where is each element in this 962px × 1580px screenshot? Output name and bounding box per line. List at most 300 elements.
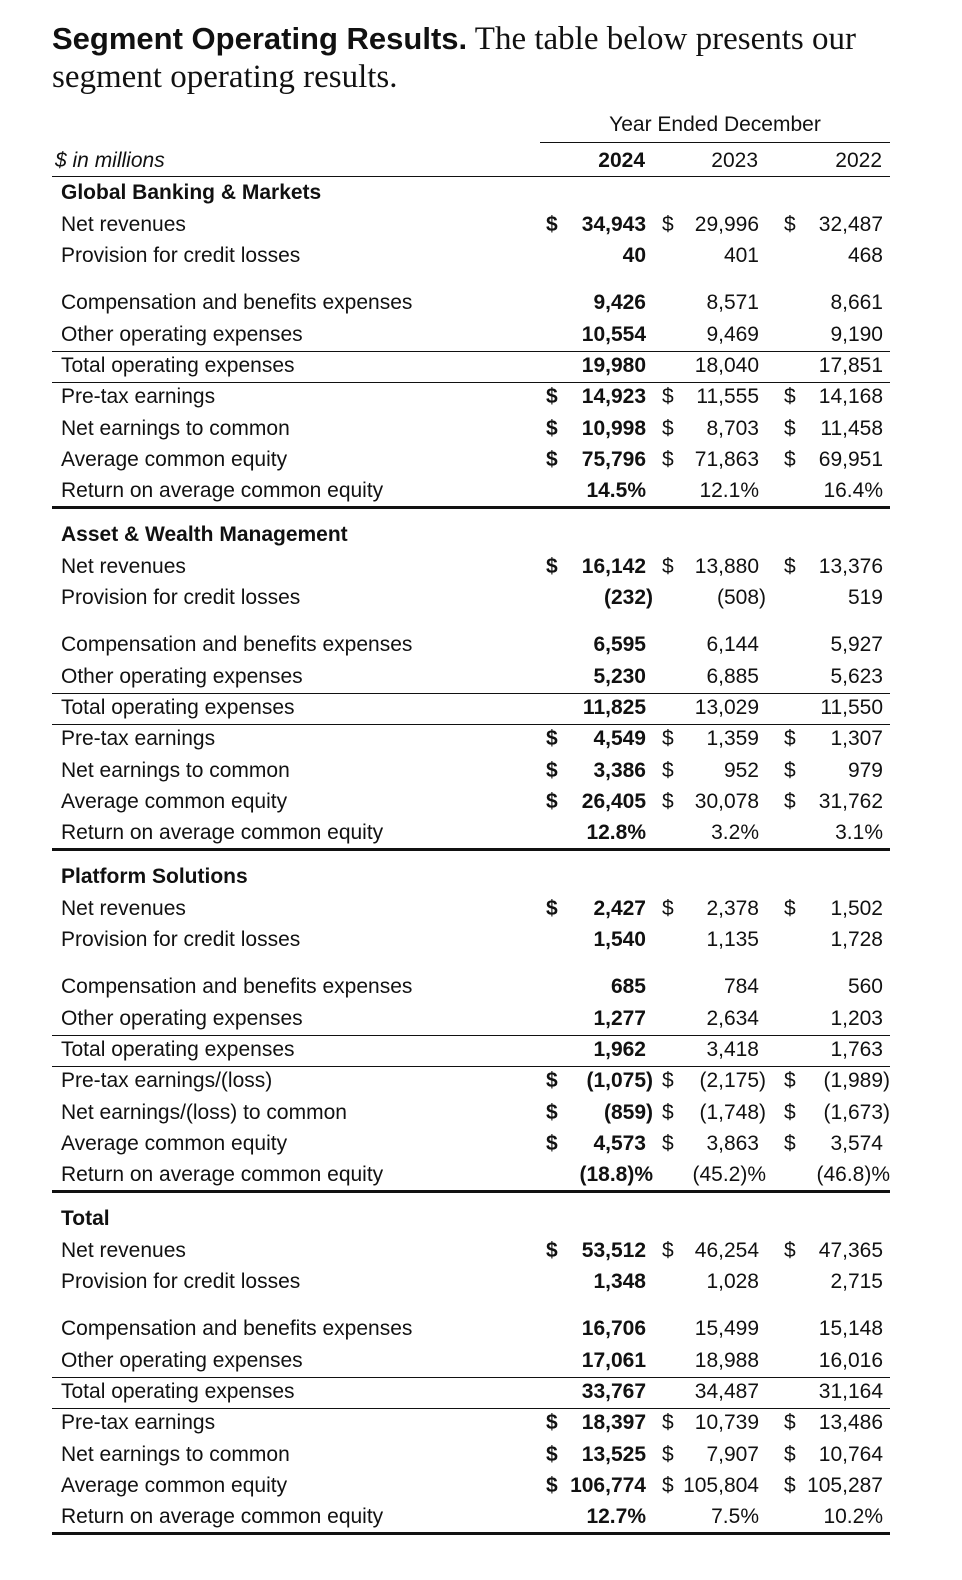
value-cell-2022 [784, 1345, 883, 1376]
table-row-asset-and-wealth-management-other-operating-expenses [0, 661, 962, 692]
section-end-rule [52, 848, 890, 851]
currency-symbol: $ [662, 790, 674, 813]
cell-value: 53,512 [581, 1239, 646, 1262]
row-label: Total operating expenses [61, 354, 295, 377]
row-label: Other operating expenses [61, 665, 303, 688]
section-end-rule [52, 1532, 890, 1535]
table-row-asset-and-wealth-management-compensation-and-benefits-expenses [0, 629, 962, 660]
cell-value: 10,739 [694, 1411, 759, 1434]
value-cell-2023 [662, 1235, 759, 1266]
table-row-asset-and-wealth-management-net-revenues [0, 551, 962, 582]
cell-value: 3.1% [835, 821, 883, 844]
value-cell-2023 [662, 1003, 759, 1034]
value-cell-2022 [784, 475, 883, 506]
row-label: Other operating expenses [61, 323, 303, 346]
table-row-global-banking-and-markets-provision-for-credit-losses [0, 240, 962, 271]
cell-value: 10,998 [581, 417, 646, 440]
value-cell-2022 [784, 240, 883, 271]
value-cell-2024 [546, 413, 646, 444]
currency-symbol: $ [784, 1101, 796, 1124]
cell-value: 47,365 [818, 1239, 883, 1262]
value-cell-2024 [546, 1065, 653, 1096]
value-cell-2023 [662, 755, 759, 786]
cell-value: 29,996 [694, 213, 759, 236]
cell-value: 32,487 [818, 213, 883, 236]
table-row-total-pre-tax-earnings [0, 1407, 962, 1438]
cell-value: 7,907 [706, 1443, 759, 1466]
row-label: Return on average common equity [61, 1505, 384, 1528]
cell-value: (1,673) [823, 1101, 890, 1124]
value-cell-2023 [662, 661, 759, 692]
table-row-platform-solutions-pre-tax-earnings-loss [0, 1065, 962, 1096]
table-row-total-average-common-equity [0, 1470, 962, 1501]
value-cell-2022 [784, 1313, 883, 1344]
row-label: Net revenues [61, 897, 186, 920]
row-label: Pre-tax earnings [61, 1411, 216, 1434]
value-cell-2023 [662, 1439, 759, 1470]
cell-value: 16,142 [581, 555, 646, 578]
cell-value: 14,923 [581, 385, 646, 408]
value-cell-2024 [546, 287, 646, 318]
cell-value: 17,851 [818, 354, 883, 377]
value-cell-2023 [662, 1470, 759, 1501]
cell-value: 9,426 [593, 291, 646, 314]
value-cell-2024 [546, 1159, 653, 1190]
cell-value: 18,988 [694, 1349, 759, 1372]
row-label: Return on average common equity [61, 479, 384, 502]
cell-value: 11,825 [582, 696, 646, 719]
currency-symbol: $ [546, 1069, 558, 1092]
cell-value: 9,469 [706, 323, 759, 346]
cell-value: 31,164 [818, 1380, 883, 1403]
cell-value: 10,764 [818, 1443, 883, 1466]
table-row-asset-and-wealth-management-average-common-equity [0, 786, 962, 817]
cell-value: (1,989) [823, 1069, 890, 1092]
value-cell-2022 [784, 209, 883, 240]
cell-value: 7.5% [711, 1505, 759, 1528]
currency-symbol: $ [784, 417, 796, 440]
currency-symbol: $ [662, 1101, 674, 1124]
value-cell-2023 [662, 1128, 759, 1159]
value-cell-2023 [662, 381, 759, 412]
year-header-2022: 2022 [835, 149, 882, 172]
section-title-label: Platform Solutions [61, 865, 248, 888]
value-cell-2024 [546, 381, 646, 412]
cell-value: 40 [622, 244, 646, 267]
currency-symbol: $ [662, 1411, 674, 1434]
row-label: Average common equity [61, 1132, 288, 1155]
table-row-platform-solutions-return-on-average-common-equity [0, 1159, 962, 1190]
value-cell-2023 [662, 723, 759, 754]
value-cell-2024 [546, 924, 646, 955]
section-title-total [0, 1203, 962, 1234]
value-cell-2023 [662, 786, 759, 817]
cell-value: 5,927 [830, 633, 883, 656]
row-label: Pre-tax earnings [61, 385, 216, 408]
value-cell-2023 [662, 350, 759, 381]
value-cell-2023 [662, 551, 759, 582]
value-cell-2023 [662, 240, 759, 271]
cell-value: 15,148 [818, 1317, 883, 1340]
table-row-asset-and-wealth-management-net-earnings-to-common [0, 755, 962, 786]
value-cell-2022 [784, 1003, 883, 1034]
currency-symbol: $ [662, 555, 674, 578]
currency-symbol: $ [546, 727, 558, 750]
period-header-rule [540, 142, 890, 143]
table-row-global-banking-and-markets-net-earnings-to-common [0, 413, 962, 444]
cell-value: 519 [847, 586, 883, 609]
value-cell-2023 [662, 1376, 759, 1407]
row-label: Average common equity [61, 448, 288, 471]
currency-symbol: $ [662, 1239, 674, 1262]
currency-symbol: $ [784, 1132, 796, 1155]
cell-value: 16,706 [581, 1317, 646, 1340]
cell-value: (508) [716, 586, 766, 609]
currency-symbol: $ [546, 417, 558, 440]
row-label: Compensation and benefits expenses [61, 633, 413, 656]
value-cell-2024 [546, 444, 646, 475]
value-cell-2024 [546, 1266, 646, 1297]
row-label: Compensation and benefits expenses [61, 291, 413, 314]
table-row-total-compensation-and-benefits-expenses [0, 1313, 962, 1344]
row-label: Pre-tax earnings [61, 727, 216, 750]
cell-value: 19,980 [581, 354, 646, 377]
table-row-total-return-on-average-common-equity [0, 1501, 962, 1532]
row-label: Net earnings to common [61, 417, 290, 440]
currency-symbol: $ [662, 213, 674, 236]
value-cell-2022 [784, 413, 883, 444]
currency-symbol: $ [546, 1101, 558, 1124]
value-cell-2024 [546, 723, 646, 754]
currency-symbol: $ [662, 1443, 674, 1466]
cell-value: 3,386 [593, 759, 646, 782]
value-cell-2022 [784, 1159, 890, 1190]
cell-value: 6,144 [706, 633, 759, 656]
row-label: Net earnings to common [61, 1443, 290, 1466]
row-label: Average common equity [61, 790, 288, 813]
table-row-asset-and-wealth-management-provision-for-credit-losses [0, 582, 962, 613]
table-row-platform-solutions-net-earnings-loss-to-common [0, 1097, 962, 1128]
units-label: $ in millions [55, 149, 165, 172]
row-label: Return on average common equity [61, 1163, 384, 1186]
value-cell-2023 [662, 924, 759, 955]
cell-value: 14,168 [818, 385, 883, 408]
section-heading [52, 20, 922, 96]
value-cell-2024 [546, 786, 646, 817]
cell-value: 1,763 [830, 1038, 883, 1061]
cell-value: 46,254 [694, 1239, 759, 1262]
value-cell-2022 [784, 582, 883, 613]
table-row-total-net-revenues [0, 1235, 962, 1266]
value-cell-2022 [784, 817, 883, 848]
table-row-global-banking-and-markets-average-common-equity [0, 444, 962, 475]
table-row-global-banking-and-markets-pre-tax-earnings [0, 381, 962, 412]
row-label: Net earnings/(loss) to common [61, 1101, 347, 1124]
currency-symbol: $ [546, 555, 558, 578]
row-label: Other operating expenses [61, 1349, 303, 1372]
value-cell-2023 [662, 413, 759, 444]
currency-symbol: $ [662, 1132, 674, 1155]
cell-value: 1,135 [706, 928, 759, 951]
cell-value: 13,880 [694, 555, 759, 578]
cell-value: 10,554 [581, 323, 646, 346]
section-title-platform-solutions [0, 861, 962, 892]
cell-value: 31,762 [818, 790, 883, 813]
value-cell-2022 [784, 287, 883, 318]
table-row-platform-solutions-net-revenues [0, 893, 962, 924]
currency-symbol: $ [662, 759, 674, 782]
value-cell-2024 [546, 971, 646, 1002]
cell-value: 14.5% [586, 479, 646, 502]
value-cell-2022 [784, 1235, 883, 1266]
cell-value: 12.1% [699, 479, 759, 502]
value-cell-2024 [546, 893, 646, 924]
cell-value: 3.2% [711, 821, 759, 844]
year-header-2023: 2023 [711, 149, 758, 172]
currency-symbol: $ [784, 790, 796, 813]
cell-value: 2,378 [706, 897, 759, 920]
value-cell-2022 [784, 723, 883, 754]
value-cell-2024 [546, 1376, 646, 1407]
cell-value: 5,623 [830, 665, 883, 688]
row-label: Pre-tax earnings/(loss) [61, 1069, 273, 1092]
cell-value: 1,359 [706, 727, 759, 750]
table-row-global-banking-and-markets-total-operating-expenses [0, 350, 962, 381]
currency-symbol: $ [784, 1443, 796, 1466]
row-label: Provision for credit losses [61, 1270, 301, 1293]
cell-value: 401 [723, 244, 759, 267]
cell-value: 13,525 [581, 1443, 646, 1466]
currency-symbol: $ [784, 448, 796, 471]
currency-symbol: $ [784, 759, 796, 782]
value-cell-2024 [546, 661, 646, 692]
cell-value: 1,962 [593, 1038, 646, 1061]
cell-value: 13,486 [818, 1411, 883, 1434]
cell-value: 18,397 [581, 1411, 646, 1434]
cell-value: 1,348 [593, 1270, 646, 1293]
currency-symbol: $ [662, 1069, 674, 1092]
currency-symbol: $ [546, 1411, 558, 1434]
cell-value: (1,748) [699, 1101, 766, 1124]
value-cell-2022 [784, 1065, 890, 1096]
section-title-label: Global Banking & Markets [61, 181, 322, 204]
value-cell-2024 [546, 1470, 646, 1501]
table-row-global-banking-and-markets-net-revenues [0, 209, 962, 240]
cell-value: 12.7% [586, 1505, 646, 1528]
cell-value: 8,703 [706, 417, 759, 440]
cell-value: 5,230 [593, 665, 646, 688]
value-cell-2023 [662, 1065, 766, 1096]
value-cell-2024 [546, 350, 646, 381]
cell-value: (1,075) [586, 1069, 653, 1092]
cell-value: 1,307 [830, 727, 883, 750]
value-cell-2022 [784, 661, 883, 692]
value-cell-2023 [662, 475, 759, 506]
table-row-total-provision-for-credit-losses [0, 1266, 962, 1297]
cell-value: 2,634 [706, 1007, 759, 1030]
cell-value: 6,595 [593, 633, 646, 656]
cell-value: 11,458 [820, 417, 883, 440]
section-end-rule [52, 1190, 890, 1193]
value-cell-2024 [546, 1407, 646, 1438]
cell-value: 15,499 [694, 1317, 759, 1340]
value-cell-2023 [662, 1313, 759, 1344]
row-label: Average common equity [61, 1474, 288, 1497]
section-title-global-banking-and-markets [0, 177, 962, 208]
currency-symbol: $ [784, 897, 796, 920]
table-row-platform-solutions-average-common-equity [0, 1128, 962, 1159]
cell-value: 1,203 [830, 1007, 883, 1030]
value-cell-2024 [546, 582, 653, 613]
table-row-platform-solutions-total-operating-expenses [0, 1034, 962, 1065]
currency-symbol: $ [662, 417, 674, 440]
currency-symbol: $ [546, 1443, 558, 1466]
value-cell-2022 [784, 444, 883, 475]
currency-symbol: $ [662, 385, 674, 408]
value-cell-2024 [546, 1128, 646, 1159]
value-cell-2022 [784, 1034, 883, 1065]
table-row-platform-solutions-other-operating-expenses [0, 1003, 962, 1034]
value-cell-2023 [662, 1034, 759, 1065]
cell-value: 34,487 [694, 1380, 759, 1403]
cell-value: 69,951 [818, 448, 883, 471]
cell-value: 13,029 [694, 696, 759, 719]
currency-symbol: $ [784, 1239, 796, 1262]
value-cell-2024 [546, 1439, 646, 1470]
row-label: Other operating expenses [61, 1007, 303, 1030]
cell-value: 33,767 [581, 1380, 646, 1403]
currency-symbol: $ [546, 790, 558, 813]
value-cell-2024 [546, 1097, 653, 1128]
cell-value: 9,190 [830, 323, 883, 346]
cell-value: 6,885 [706, 665, 759, 688]
section-title-asset-and-wealth-management [0, 519, 962, 550]
cell-value: 71,863 [694, 448, 759, 471]
row-label: Net earnings to common [61, 759, 290, 782]
cell-value: 18,040 [694, 354, 759, 377]
currency-symbol: $ [662, 448, 674, 471]
value-cell-2024 [546, 755, 646, 786]
cell-value: 17,061 [581, 1349, 646, 1372]
cell-value: (232) [603, 586, 653, 609]
currency-symbol: $ [662, 1474, 674, 1497]
value-cell-2022 [784, 1266, 883, 1297]
value-cell-2022 [784, 1470, 883, 1501]
value-cell-2024 [546, 319, 646, 350]
cell-value: 685 [610, 975, 646, 998]
table-row-platform-solutions-compensation-and-benefits-expenses [0, 971, 962, 1002]
cell-value: 560 [847, 975, 883, 998]
cell-value: (859) [603, 1101, 653, 1124]
cell-value: (2,175) [699, 1069, 766, 1092]
value-cell-2023 [662, 971, 759, 1002]
cell-value: 784 [723, 975, 759, 998]
cell-value: 2,427 [593, 897, 646, 920]
currency-symbol: $ [546, 897, 558, 920]
cell-value: 10.2% [823, 1505, 883, 1528]
cell-value: 1,277 [593, 1007, 646, 1030]
value-cell-2022 [784, 350, 883, 381]
table-row-platform-solutions-provision-for-credit-losses [0, 924, 962, 955]
currency-symbol: $ [546, 759, 558, 782]
section-title-label: Asset & Wealth Management [61, 523, 348, 546]
value-cell-2024 [546, 1501, 646, 1532]
value-cell-2023 [662, 817, 759, 848]
table-row-global-banking-and-markets-return-on-average-common-equity [0, 475, 962, 506]
value-cell-2024 [546, 475, 646, 506]
row-label: Provision for credit losses [61, 928, 301, 951]
table-row-total-other-operating-expenses [0, 1345, 962, 1376]
row-label: Net revenues [61, 1239, 186, 1262]
cell-value: 11,555 [696, 385, 759, 408]
currency-symbol: $ [784, 385, 796, 408]
value-cell-2024 [546, 551, 646, 582]
currency-symbol: $ [546, 1239, 558, 1262]
cell-value: 26,405 [581, 790, 646, 813]
cell-value: 4,549 [593, 727, 646, 750]
value-cell-2022 [784, 1376, 883, 1407]
cell-value: 468 [847, 244, 883, 267]
cell-value: (18.8)% [579, 1163, 653, 1186]
row-label: Total operating expenses [61, 696, 295, 719]
currency-symbol: $ [784, 727, 796, 750]
cell-value: 16,016 [818, 1349, 883, 1372]
cell-value: 8,571 [706, 291, 759, 314]
value-cell-2022 [784, 551, 883, 582]
currency-symbol: $ [784, 555, 796, 578]
table-row-global-banking-and-markets-other-operating-expenses [0, 319, 962, 350]
row-label: Net revenues [61, 213, 186, 236]
table-row-global-banking-and-markets-compensation-and-benefits-expenses [0, 287, 962, 318]
cell-value: 1,502 [830, 897, 883, 920]
value-cell-2022 [784, 1097, 890, 1128]
value-cell-2022 [784, 971, 883, 1002]
table-row-total-total-operating-expenses [0, 1376, 962, 1407]
value-cell-2024 [546, 817, 646, 848]
row-label: Total operating expenses [61, 1380, 295, 1403]
row-label: Net revenues [61, 555, 186, 578]
value-cell-2022 [784, 924, 883, 955]
row-label: Compensation and benefits expenses [61, 975, 413, 998]
value-cell-2023 [662, 1159, 766, 1190]
value-cell-2022 [784, 755, 883, 786]
value-cell-2022 [784, 786, 883, 817]
section-end-rule [52, 506, 890, 509]
cell-value: 30,078 [694, 790, 759, 813]
cell-value: 979 [847, 759, 883, 782]
currency-symbol: $ [546, 213, 558, 236]
cell-value: 3,574 [830, 1132, 883, 1155]
value-cell-2024 [546, 692, 646, 723]
currency-symbol: $ [784, 213, 796, 236]
cell-value: 13,376 [818, 555, 883, 578]
currency-symbol: $ [546, 385, 558, 408]
currency-symbol: $ [784, 1474, 796, 1497]
value-cell-2023 [662, 629, 759, 660]
cell-value: (45.2)% [692, 1163, 766, 1186]
cell-value: 105,287 [807, 1474, 883, 1497]
value-cell-2022 [784, 1501, 883, 1532]
row-label: Compensation and benefits expenses [61, 1317, 413, 1340]
value-cell-2024 [546, 1313, 646, 1344]
value-cell-2023 [662, 692, 759, 723]
year-header-2024: 2024 [598, 149, 645, 172]
heading-lead: Segment Operating Results. [52, 21, 468, 56]
currency-symbol: $ [546, 1132, 558, 1155]
table-row-asset-and-wealth-management-pre-tax-earnings [0, 723, 962, 754]
period-header: Year Ended December [609, 113, 821, 136]
value-cell-2023 [662, 1407, 759, 1438]
